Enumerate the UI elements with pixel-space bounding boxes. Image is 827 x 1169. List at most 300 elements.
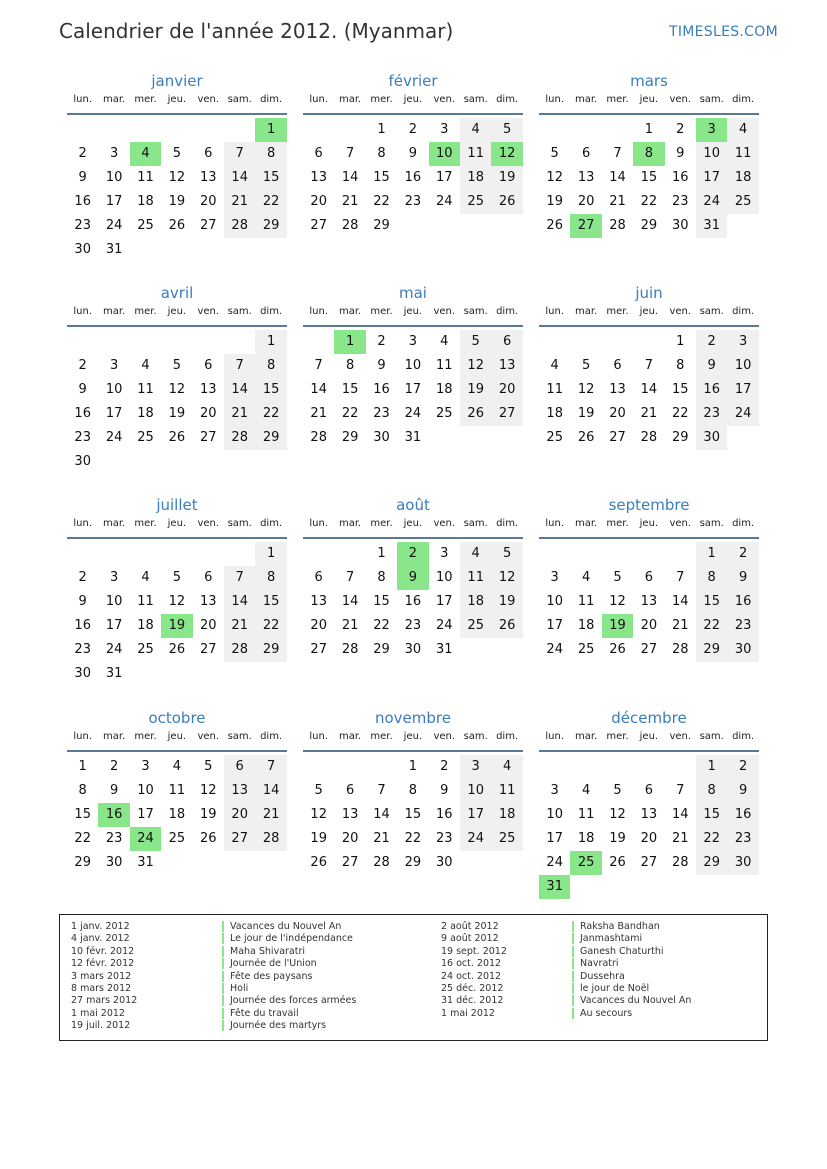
day-cell[interactable]: 1 [78,759,87,774]
day-cell[interactable]: 30 [404,642,422,657]
day-cell[interactable]: 21 [373,831,390,846]
day-cell[interactable]: 27 [200,218,217,233]
day-cell[interactable]: 24 [404,406,422,421]
day-cell[interactable]: 14 [310,382,327,397]
day-cell[interactable]: 15 [696,590,727,614]
day-cell[interactable]: 25 [491,827,522,851]
day-cell[interactable]: 19 [168,406,186,421]
day-cell[interactable]: 10 [696,142,727,166]
day-cell[interactable]: 20 [224,803,255,827]
day-cell[interactable]: 26 [200,831,217,846]
day-cell[interactable]: 24 [105,642,123,657]
day-cell[interactable]: 20 [640,618,658,633]
day-cell[interactable]: 7 [224,566,255,590]
day-cell[interactable]: 30 [436,855,453,870]
day-cell[interactable]: 9 [440,783,449,798]
day-cell[interactable]: 16 [373,382,390,397]
holiday-day[interactable]: 19 [602,614,633,638]
day-cell[interactable]: 30 [105,855,123,870]
day-cell[interactable]: 15 [696,803,727,827]
day-cell[interactable]: 25 [436,406,453,421]
day-cell[interactable]: 22 [373,194,390,209]
day-cell[interactable]: 28 [224,426,255,450]
day-cell[interactable]: 11 [460,142,491,166]
day-cell[interactable]: 3 [109,146,119,161]
day-cell[interactable]: 13 [200,170,217,185]
day-cell[interactable]: 17 [404,382,422,397]
day-cell[interactable]: 20 [577,194,595,209]
day-cell[interactable]: 9 [727,566,758,590]
day-cell[interactable]: 23 [74,642,91,657]
day-cell[interactable]: 4 [172,759,182,774]
day-cell[interactable]: 4 [141,358,150,373]
day-cell[interactable]: 28 [672,855,689,870]
day-cell[interactable]: 27 [609,430,626,445]
day-cell[interactable]: 11 [168,783,186,798]
day-cell[interactable]: 13 [310,594,327,609]
day-cell[interactable]: 5 [172,358,182,373]
day-cell[interactable]: 29 [341,430,359,445]
day-cell[interactable]: 27 [341,855,359,870]
day-cell[interactable]: 3 [440,122,449,137]
day-cell[interactable]: 21 [224,190,255,214]
day-cell[interactable]: 6 [314,146,323,161]
day-cell[interactable]: 27 [491,402,522,426]
day-cell[interactable]: 12 [609,807,626,822]
day-cell[interactable]: 27 [310,642,327,657]
day-cell[interactable]: 17 [105,406,123,421]
day-cell[interactable]: 28 [640,430,658,445]
day-cell[interactable]: 17 [137,807,154,822]
day-cell[interactable]: 9 [676,146,685,161]
day-cell[interactable]: 24 [546,642,563,657]
day-cell[interactable]: 15 [373,594,390,609]
day-cell[interactable]: 30 [74,242,91,257]
day-cell[interactable]: 8 [696,779,727,803]
day-cell[interactable]: 28 [224,638,255,662]
day-cell[interactable]: 15 [74,807,91,822]
day-cell[interactable]: 25 [577,642,595,657]
day-cell[interactable]: 20 [200,194,217,209]
day-cell[interactable]: 1 [255,330,286,354]
day-cell[interactable]: 6 [204,358,213,373]
day-cell[interactable]: 25 [460,614,491,638]
day-cell[interactable]: 10 [137,783,154,798]
day-cell[interactable]: 6 [204,146,213,161]
day-cell[interactable]: 25 [727,190,758,214]
day-cell[interactable]: 5 [613,570,622,585]
day-cell[interactable]: 17 [546,831,563,846]
day-cell[interactable]: 27 [310,218,327,233]
day-cell[interactable]: 10 [546,807,563,822]
day-cell[interactable]: 11 [137,382,154,397]
day-cell[interactable]: 26 [168,218,186,233]
day-cell[interactable]: 18 [577,618,595,633]
day-cell[interactable]: 23 [404,194,422,209]
day-cell[interactable]: 26 [168,642,186,657]
day-cell[interactable]: 30 [373,430,390,445]
day-cell[interactable]: 19 [546,194,563,209]
day-cell[interactable]: 13 [609,382,626,397]
day-cell[interactable]: 4 [440,334,449,349]
day-cell[interactable]: 5 [550,146,559,161]
day-cell[interactable]: 29 [255,214,286,238]
holiday-day[interactable]: 2 [397,542,428,566]
day-cell[interactable]: 13 [640,807,658,822]
day-cell[interactable]: 11 [727,142,758,166]
day-cell[interactable]: 17 [105,618,123,633]
holiday-day[interactable]: 1 [255,118,286,142]
day-cell[interactable]: 16 [436,807,453,822]
day-cell[interactable]: 4 [460,542,491,566]
day-cell[interactable]: 19 [609,831,626,846]
day-cell[interactable]: 29 [696,638,727,662]
day-cell[interactable]: 15 [672,382,689,397]
day-cell[interactable]: 22 [640,194,658,209]
day-cell[interactable]: 18 [137,194,154,209]
day-cell[interactable]: 22 [341,406,359,421]
day-cell[interactable]: 7 [345,570,355,585]
day-cell[interactable]: 5 [460,330,491,354]
day-cell[interactable]: 12 [168,594,186,609]
day-cell[interactable]: 19 [491,590,522,614]
day-cell[interactable]: 19 [491,166,522,190]
day-cell[interactable]: 11 [491,779,522,803]
day-cell[interactable]: 2 [727,542,758,566]
day-cell[interactable]: 8 [255,142,286,166]
day-cell[interactable]: 14 [640,382,658,397]
day-cell[interactable]: 29 [696,851,727,875]
day-cell[interactable]: 7 [613,146,622,161]
day-cell[interactable]: 1 [377,122,386,137]
day-cell[interactable]: 21 [224,614,255,638]
day-cell[interactable]: 8 [78,783,87,798]
day-cell[interactable]: 28 [609,218,626,233]
day-cell[interactable]: 23 [373,406,390,421]
day-cell[interactable]: 21 [341,194,359,209]
day-cell[interactable]: 11 [460,566,491,590]
day-cell[interactable]: 10 [546,594,563,609]
day-cell[interactable]: 16 [672,170,689,185]
day-cell[interactable]: 28 [672,642,689,657]
day-cell[interactable]: 29 [373,218,390,233]
day-cell[interactable]: 3 [727,330,758,354]
day-cell[interactable]: 29 [255,638,286,662]
day-cell[interactable]: 1 [377,546,386,561]
day-cell[interactable]: 9 [727,779,758,803]
day-cell[interactable]: 2 [727,755,758,779]
day-cell[interactable]: 27 [640,855,658,870]
day-cell[interactable]: 12 [577,382,595,397]
day-cell[interactable]: 8 [255,566,286,590]
day-cell[interactable]: 18 [491,803,522,827]
day-cell[interactable]: 29 [640,218,658,233]
holiday-day[interactable]: 8 [633,142,664,166]
day-cell[interactable]: 11 [577,594,595,609]
day-cell[interactable]: 23 [436,831,453,846]
day-cell[interactable]: 13 [491,354,522,378]
day-cell[interactable]: 7 [377,783,386,798]
day-cell[interactable]: 31 [404,430,422,445]
day-cell[interactable]: 1 [696,542,727,566]
day-cell[interactable]: 24 [105,218,123,233]
day-cell[interactable]: 13 [341,807,359,822]
day-cell[interactable]: 3 [109,358,119,373]
day-cell[interactable]: 4 [581,570,591,585]
day-cell[interactable]: 17 [727,378,758,402]
day-cell[interactable]: 23 [696,402,727,426]
day-cell[interactable]: 26 [168,430,186,445]
day-cell[interactable]: 22 [255,614,286,638]
day-cell[interactable]: 17 [696,166,727,190]
day-cell[interactable]: 2 [78,358,87,373]
day-cell[interactable]: 3 [408,334,418,349]
day-cell[interactable]: 31 [105,242,123,257]
day-cell[interactable]: 1 [255,542,286,566]
day-cell[interactable]: 30 [672,218,689,233]
day-cell[interactable]: 23 [727,827,758,851]
day-cell[interactable]: 24 [460,827,491,851]
day-cell[interactable]: 4 [141,570,150,585]
day-cell[interactable]: 10 [105,594,123,609]
day-cell[interactable]: 22 [255,402,286,426]
day-cell[interactable]: 3 [550,783,559,798]
day-cell[interactable]: 5 [204,759,213,774]
day-cell[interactable]: 23 [404,618,422,633]
day-cell[interactable]: 24 [546,855,563,870]
day-cell[interactable]: 25 [137,642,154,657]
day-cell[interactable]: 2 [408,122,418,137]
day-cell[interactable]: 7 [314,358,323,373]
day-cell[interactable]: 16 [74,194,91,209]
day-cell[interactable]: 5 [491,118,522,142]
day-cell[interactable]: 22 [696,614,727,638]
day-cell[interactable]: 21 [672,831,689,846]
day-cell[interactable]: 26 [491,190,522,214]
day-cell[interactable]: 20 [310,618,327,633]
day-cell[interactable]: 4 [460,118,491,142]
day-cell[interactable]: 18 [577,831,595,846]
holiday-day[interactable]: 19 [161,614,192,638]
day-cell[interactable]: 30 [696,426,727,450]
day-cell[interactable]: 12 [546,170,563,185]
day-cell[interactable]: 6 [224,755,255,779]
day-cell[interactable]: 28 [310,430,327,445]
day-cell[interactable]: 23 [74,430,91,445]
day-cell[interactable]: 8 [377,570,386,585]
day-cell[interactable]: 12 [609,594,626,609]
day-cell[interactable]: 20 [310,194,327,209]
day-cell[interactable]: 24 [696,190,727,214]
day-cell[interactable]: 13 [577,170,595,185]
day-cell[interactable]: 26 [460,402,491,426]
day-cell[interactable]: 6 [644,783,654,798]
day-cell[interactable]: 26 [310,855,327,870]
holiday-day[interactable]: 10 [429,142,460,166]
day-cell[interactable]: 20 [341,831,359,846]
day-cell[interactable]: 19 [460,378,491,402]
day-cell[interactable]: 8 [255,354,286,378]
day-cell[interactable]: 8 [377,146,386,161]
day-cell[interactable]: 8 [408,783,418,798]
day-cell[interactable]: 3 [550,570,559,585]
day-cell[interactable]: 18 [137,406,154,421]
day-cell[interactable]: 21 [672,618,689,633]
day-cell[interactable]: 13 [224,779,255,803]
day-cell[interactable]: 9 [408,146,418,161]
day-cell[interactable]: 10 [436,570,453,585]
day-cell[interactable]: 14 [672,807,689,822]
day-cell[interactable]: 28 [224,214,255,238]
day-cell[interactable]: 4 [491,755,522,779]
day-cell[interactable]: 7 [644,358,654,373]
day-cell[interactable]: 15 [255,166,286,190]
day-cell[interactable]: 11 [137,594,154,609]
holiday-day[interactable]: 31 [539,875,570,899]
day-cell[interactable]: 8 [676,358,685,373]
day-cell[interactable]: 1 [408,759,418,774]
day-cell[interactable]: 6 [314,570,323,585]
holiday-day[interactable]: 24 [130,827,161,851]
day-cell[interactable]: 16 [727,590,758,614]
day-cell[interactable]: 27 [224,827,255,851]
day-cell[interactable]: 16 [696,378,727,402]
day-cell[interactable]: 24 [727,402,758,426]
day-cell[interactable]: 15 [640,170,658,185]
day-cell[interactable]: 9 [696,354,727,378]
day-cell[interactable]: 1 [676,334,685,349]
day-cell[interactable]: 14 [255,779,286,803]
day-cell[interactable]: 28 [255,827,286,851]
day-cell[interactable]: 15 [255,378,286,402]
day-cell[interactable]: 7 [676,783,685,798]
day-cell[interactable]: 19 [577,406,595,421]
day-cell[interactable]: 14 [224,378,255,402]
day-cell[interactable]: 25 [546,430,563,445]
day-cell[interactable]: 19 [168,194,186,209]
day-cell[interactable]: 18 [460,166,491,190]
holiday-day[interactable]: 27 [570,214,601,238]
day-cell[interactable]: 13 [200,594,217,609]
day-cell[interactable]: 7 [676,570,685,585]
day-cell[interactable]: 21 [310,406,327,421]
day-cell[interactable]: 25 [137,218,154,233]
day-cell[interactable]: 26 [546,218,563,233]
day-cell[interactable]: 14 [609,170,626,185]
day-cell[interactable]: 12 [310,807,327,822]
day-cell[interactable]: 24 [436,618,453,633]
day-cell[interactable]: 12 [168,170,186,185]
day-cell[interactable]: 18 [460,590,491,614]
day-cell[interactable]: 8 [696,566,727,590]
day-cell[interactable]: 5 [491,542,522,566]
day-cell[interactable]: 26 [491,614,522,638]
day-cell[interactable]: 11 [137,170,154,185]
day-cell[interactable]: 5 [172,570,182,585]
day-cell[interactable]: 22 [255,190,286,214]
day-cell[interactable]: 25 [168,831,186,846]
day-cell[interactable]: 5 [314,783,323,798]
holiday-day[interactable]: 4 [130,142,161,166]
day-cell[interactable]: 5 [581,358,591,373]
day-cell[interactable]: 18 [137,618,154,633]
day-cell[interactable]: 2 [377,334,386,349]
day-cell[interactable]: 29 [404,855,422,870]
day-cell[interactable]: 20 [200,406,217,421]
day-cell[interactable]: 7 [255,755,286,779]
day-cell[interactable]: 18 [546,406,563,421]
day-cell[interactable]: 23 [727,614,758,638]
day-cell[interactable]: 6 [204,570,213,585]
day-cell[interactable]: 12 [168,382,186,397]
day-cell[interactable]: 15 [255,590,286,614]
day-cell[interactable]: 22 [373,618,390,633]
day-cell[interactable]: 14 [224,166,255,190]
day-cell[interactable]: 22 [404,831,422,846]
day-cell[interactable]: 27 [200,430,217,445]
day-cell[interactable]: 7 [224,354,255,378]
day-cell[interactable]: 9 [109,783,119,798]
day-cell[interactable]: 30 [74,454,91,469]
day-cell[interactable]: 10 [404,358,422,373]
day-cell[interactable]: 4 [727,118,758,142]
day-cell[interactable]: 6 [491,330,522,354]
day-cell[interactable]: 31 [137,855,154,870]
day-cell[interactable]: 18 [168,807,186,822]
day-cell[interactable]: 10 [727,354,758,378]
day-cell[interactable]: 15 [404,807,422,822]
day-cell[interactable]: 3 [109,570,119,585]
day-cell[interactable]: 14 [341,170,359,185]
day-cell[interactable]: 23 [105,831,123,846]
day-cell[interactable]: 14 [373,807,390,822]
day-cell[interactable]: 24 [436,194,453,209]
day-cell[interactable]: 9 [78,594,87,609]
day-cell[interactable]: 17 [460,803,491,827]
day-cell[interactable]: 16 [74,406,91,421]
day-cell[interactable]: 13 [640,594,658,609]
day-cell[interactable]: 14 [341,594,359,609]
day-cell[interactable]: 7 [345,146,355,161]
day-cell[interactable]: 18 [436,382,453,397]
day-cell[interactable]: 13 [200,382,217,397]
day-cell[interactable]: 16 [404,594,422,609]
day-cell[interactable]: 12 [200,783,217,798]
day-cell[interactable]: 4 [581,783,591,798]
day-cell[interactable]: 27 [200,642,217,657]
day-cell[interactable]: 29 [74,855,91,870]
day-cell[interactable]: 11 [546,382,563,397]
day-cell[interactable]: 10 [460,779,491,803]
day-cell[interactable]: 20 [609,406,626,421]
day-cell[interactable]: 6 [644,570,654,585]
day-cell[interactable]: 20 [640,831,658,846]
day-cell[interactable]: 29 [255,426,286,450]
day-cell[interactable]: 5 [613,783,622,798]
day-cell[interactable]: 16 [727,803,758,827]
day-cell[interactable]: 5 [172,146,182,161]
holiday-day[interactable]: 9 [397,566,428,590]
day-cell[interactable]: 23 [672,194,689,209]
day-cell[interactable]: 7 [224,142,255,166]
day-cell[interactable]: 11 [577,807,595,822]
day-cell[interactable]: 18 [727,166,758,190]
day-cell[interactable]: 21 [640,406,658,421]
day-cell[interactable]: 30 [74,666,91,681]
day-cell[interactable]: 20 [200,618,217,633]
day-cell[interactable]: 2 [440,759,449,774]
day-cell[interactable]: 21 [255,803,286,827]
